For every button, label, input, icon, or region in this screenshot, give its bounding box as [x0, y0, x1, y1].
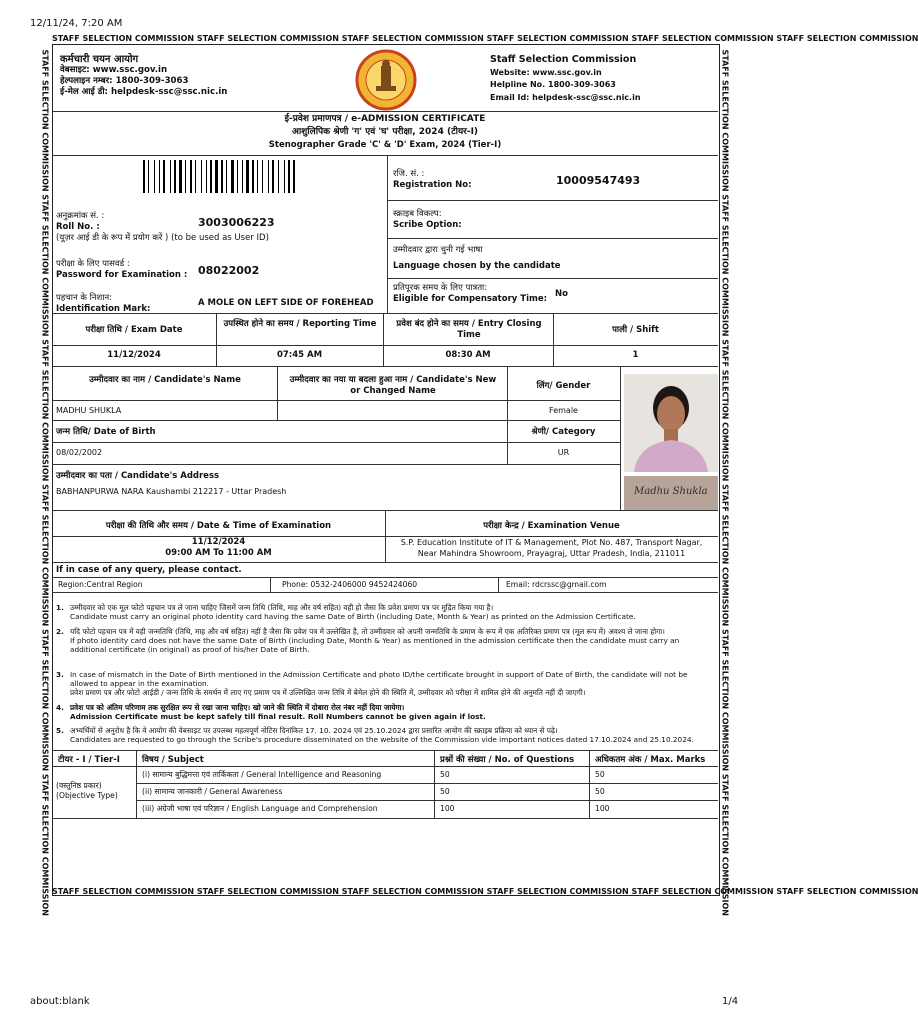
- email-hindi: ई-मेल आई डी: helpdesk-ssc@ssc.nic.in: [60, 87, 228, 97]
- instruction-text-secondary: If photo identity card does not have the same Date of Birth (including Date, Month & Year) as mentioned in the admission certificate then the candidate must carry an additional certificate (in original) as proof of his/her Date of Birth.: [70, 636, 680, 655]
- print-url: about:blank: [30, 996, 90, 1007]
- tier-type: [56, 781, 118, 801]
- candidate-name: MADHU SHUKLA: [56, 406, 122, 415]
- barcode-bar: [237, 160, 238, 193]
- roll-note: (यूज़र आई डी के रूप में प्रयोग करें ) (to be used as User ID): [56, 233, 269, 243]
- barcode-bar: [193, 160, 194, 193]
- max-marks: 50: [595, 787, 605, 796]
- compensatory-label-english: Eligible for Compensatory Time:: [393, 294, 548, 304]
- barcode-bar: [183, 160, 184, 193]
- subject-header: विषय / Subject: [142, 755, 204, 765]
- instruction-text-secondary: Candidate must carry an original photo identity card having the same Date of Birth (including Date, Month & Year) as printed on the Admission Certificate.: [70, 612, 636, 622]
- tier-type-english: (Objective Type): [56, 791, 118, 800]
- barcode-bar: [246, 160, 249, 193]
- question-count: 50: [440, 770, 450, 779]
- website-english: Website: www.ssc.gov.in: [490, 67, 602, 77]
- barcode-bar: [255, 160, 256, 193]
- print-page-number: 1/4: [722, 996, 739, 1007]
- instruction-text-primary: यदि फोटो पहचान पत्र में वही जन्मतिथि (तिथि, माह और वर्ष सहित) नहीं है जैसा कि प्रवेश पत्र में उल्लेखित है, तो उम्मीदवार को अपनी जन्मतिथि के प्रमाण के रूप में एक अतिरिक्त प्रमाण पत्र (मूल रूप में) अवश्य ले जाना होगा।: [70, 627, 665, 636]
- subject-name: (ii) सामान्य जानकारी / General Awareness: [142, 787, 283, 796]
- barcode-bar: [170, 160, 171, 193]
- barcode-bar: [264, 160, 267, 193]
- barcode-bar: [203, 160, 205, 193]
- barcode: [143, 160, 335, 193]
- instruction-text-primary: अभ्यर्थियों से अनुरोध है कि वे आयोग की वेबसाइट पर उपलब्ध महत्वपूर्ण नोटिस दिनांकित 17. 10. 2024 एवं 25.10.2024 द्वारा प्रसारित आयोग की स्क्राइब प्रक्रिया को ध्यान से पढ़े।: [70, 726, 558, 735]
- roll-number: 3003006223: [198, 216, 275, 229]
- entry-closing-header: प्रवेश बंद होने का समय / Entry Closing Time: [396, 319, 542, 340]
- border-text-left: STAFF SELECTION COMMISSION STAFF SELECTION COMMISSION STAFF SELECTION COMMISSION STAFF SELECTION COMMISSION STAFF SELECTION COMMISSION STAFF SELECTION COMMISSION: [40, 49, 50, 916]
- question-count: 100: [440, 804, 455, 813]
- registration-label-english: Registration No:: [393, 180, 472, 190]
- language-label: [393, 245, 561, 272]
- instruction-number: 5.: [56, 726, 64, 735]
- barcode-bar: [148, 160, 149, 193]
- barcode-bar: [244, 160, 245, 193]
- password-label-hindi: परीक्षा के लिए पासवर्ड :: [56, 259, 130, 269]
- barcode-bar: [224, 160, 225, 193]
- barcode-bar: [239, 160, 241, 193]
- header-hindi: [60, 54, 227, 98]
- instruction-text-primary: प्रवेश पत्र को अंतिम परिणाम तक सुरक्षित रूप से रखा जाना चाहिए। खो जाने की स्थिति में दोबारा रोल नंबर नहीं दिया जायेगा।: [70, 703, 405, 712]
- reporting-time-value: 07:45 AM: [276, 350, 323, 360]
- barcode-bar: [195, 160, 196, 193]
- category-value: UR: [557, 448, 570, 457]
- title-line-2: आशुलिपिक श्रेणी 'ग' एवं 'घ' परीक्षा, 2024 (टीयर-I): [291, 127, 479, 137]
- password-label-english: Password for Examination :: [56, 270, 188, 280]
- subject-name: (i) सामान्य बुद्धिमत्ता एवं तार्किकता / General Intelligence and Reasoning: [142, 770, 382, 779]
- scribe-option-label: [393, 209, 462, 231]
- gender-value: Female: [549, 406, 578, 415]
- barcode-bar: [190, 160, 192, 193]
- identification-label-english: Identification Mark:: [56, 304, 151, 314]
- print-timestamp: 12/11/24, 7:20 AM: [30, 18, 123, 29]
- border-text-right: STAFF SELECTION COMMISSION STAFF SELECTION COMMISSION STAFF SELECTION COMMISSION STAFF SELECTION COMMISSION STAFF SELECTION COMMISSION STAFF SELECTION COMMISSION: [720, 49, 730, 916]
- barcode-bar: [272, 160, 274, 193]
- gender-header: लिंग/ Gender: [536, 381, 591, 391]
- barcode-bar: [252, 160, 254, 193]
- query-heading: If in case of any query, please contact.: [56, 565, 242, 575]
- language-label-hindi: उम्मीदवार द्वारा चुनी गई भाषा: [393, 245, 483, 255]
- tier-type-hindi: (वस्तुनिष्ठ प्रकार): [56, 781, 102, 790]
- ssc-emblem-icon: [348, 48, 424, 112]
- question-count: 50: [440, 787, 450, 796]
- signature-text: Madhu Shukla: [634, 486, 708, 497]
- barcode-bar: [296, 160, 297, 193]
- website-hindi: वेबसाइट: www.ssc.gov.in: [60, 65, 168, 75]
- exam-datetime-value: [52, 537, 385, 559]
- barcode-bar: [278, 160, 279, 193]
- venue-line-2: Near Mahindra Showroom, Prayagraj, Uttar Pradesh, India, 211011: [417, 549, 686, 558]
- query-email: Email: rdcrssc@gmail.com: [506, 580, 607, 589]
- title-line-1: ई-प्रवेश प्रमाणपत्र / e-ADMISSION CERTIFICATE: [284, 114, 486, 124]
- marks-header: अधिकतम अंक / Max. Marks: [595, 755, 706, 765]
- reporting-time-header: उपस्थित होने का समय / Reporting Time: [223, 319, 377, 329]
- instruction-text-secondary: प्रवेश प्रमाण पत्र और फोटो आईडी / जन्म तिथि के समर्थन में लाए गए प्रमाण पत्र में उल्लिखित जन्म तिथि में बेमेल होने की स्थिति में, उम्मीदवार को परीक्षा में शामिल होने की अनुमति नहीं दी जाएगी।: [70, 688, 586, 698]
- barcode-bar: [179, 160, 182, 193]
- document-title: [52, 113, 718, 152]
- tier-header: टीयर - I / Tier-I: [58, 755, 120, 765]
- exam-date: 11/12/2024: [191, 537, 246, 547]
- instruction-item: [56, 603, 706, 621]
- identification-label: [56, 293, 150, 315]
- exam-venue-value: [385, 537, 718, 559]
- barcode-bar: [235, 160, 236, 193]
- instruction-number: 1.: [56, 603, 64, 612]
- compensatory-value: No: [555, 289, 568, 299]
- instruction-item: [56, 726, 706, 744]
- barcode-bar: [174, 160, 176, 193]
- registration-label: [393, 169, 472, 191]
- barcode-bar: [257, 160, 258, 193]
- border-text-bottom: STAFF SELECTION COMMISSION STAFF SELECTION COMMISSION STAFF SELECTION COMMISSION STAFF SELECTION COMMISSION STAFF SELECTION COMMISSION STAFF SELECTION COMMISSION: [52, 887, 918, 896]
- barcode-bar: [166, 160, 169, 193]
- barcode-bar: [284, 160, 285, 193]
- title-line-3: Stenographer Grade 'C' & 'D' Exam, 2024 (Tier-I): [268, 140, 502, 150]
- barcode-bar: [206, 160, 207, 193]
- barcode-bar: [161, 160, 162, 193]
- roll-label-english: Roll No. :: [56, 222, 100, 232]
- barcode-bar: [226, 160, 227, 193]
- exam-date-value: 11/12/2024: [107, 350, 161, 360]
- barcode-bar: [172, 160, 173, 193]
- max-marks: 50: [595, 770, 605, 779]
- barcode-bar: [210, 160, 212, 193]
- password-label: [56, 259, 187, 281]
- barcode-bar: [231, 160, 234, 193]
- query-phone: Phone: 0532-2406000 9452424060: [282, 580, 418, 589]
- candidate-name-header: उम्मीदवार का नाम / Candidate's Name: [89, 375, 241, 385]
- instruction-text-secondary: Admission Certificate must be kept safely till final result. Roll Numbers cannot be given again if lost.: [70, 712, 486, 722]
- barcode-bar: [250, 160, 251, 193]
- scribe-label-english: Scribe Option:: [393, 220, 462, 230]
- barcode-bar: [146, 160, 147, 193]
- exam-time: 09:00 AM To 11:00 AM: [165, 548, 272, 558]
- instruction-text-primary: In case of mismatch in the Date of Birth mentioned in the Admission Certificate and photo ID/the certificate brought in support of Date of Birth, the candidate will not be allowed to appear in the examination.: [70, 670, 688, 689]
- max-marks: 100: [595, 804, 610, 813]
- barcode-bar: [159, 160, 160, 193]
- questions-header: प्रश्नों की संख्या / No. of Questions: [440, 755, 575, 765]
- barcode-bar: [156, 160, 158, 193]
- instruction-text-primary: उम्मीदवार को एक मूल फोटो पहचान पत्र ले जाना चाहिए जिसमें जन्म तिथि (तिथि, माह और वर्ष सहित) वही हो जैसा कि प्रवेश प्रमाण पत्र पर मुद्रित किया गया है।: [70, 603, 494, 612]
- exam-venue-header: परीक्षा केन्द्र / Examination Venue: [483, 521, 620, 531]
- email-english: Email Id: helpdesk-ssc@ssc.nic.in: [490, 92, 641, 102]
- shift-header: पाली / Shift: [612, 325, 659, 335]
- barcode-bar: [197, 160, 200, 193]
- barcode-bar: [293, 160, 295, 193]
- instruction-number: 3.: [56, 670, 64, 679]
- barcode-bar: [208, 160, 209, 193]
- barcode-bar: [154, 160, 155, 193]
- barcode-bar: [163, 160, 165, 193]
- barcode-bar: [280, 160, 283, 193]
- compensatory-label-hindi: प्रतिपूरक समय के लिए पात्रता:: [393, 283, 488, 293]
- instruction-number: 4.: [56, 703, 64, 712]
- barcode-bar: [143, 160, 145, 193]
- header-english: [490, 54, 641, 104]
- candidate-signature: [624, 476, 718, 510]
- org-name-hindi: कर्मचारी चयन आयोग: [60, 54, 139, 65]
- exam-date-header: परीक्षा तिथि / Exam Date: [85, 325, 183, 335]
- barcode-bar: [242, 160, 243, 193]
- helpline-hindi: हेल्पलाइन नम्बर: 1800-309-3063: [60, 76, 189, 86]
- org-name-english: Staff Selection Commission: [490, 54, 637, 65]
- instruction-number: 2.: [56, 627, 64, 636]
- instruction-text-secondary: Candidates are requested to go through the Scribe's procedure disseminated on the website of the Commission vide important notices dated 17.10.2024 and 25.10.2024.: [70, 735, 694, 745]
- instruction-item: [56, 703, 706, 721]
- border-text-top: STAFF SELECTION COMMISSION STAFF SELECTION COMMISSION STAFF SELECTION COMMISSION STAFF SELECTION COMMISSION STAFF SELECTION COMMISSION STAFF SELECTION COMMISSION: [52, 34, 918, 43]
- dob-value: 08/02/2002: [56, 448, 103, 457]
- dob-header: जन्म तिथि/ Date of Birth: [56, 427, 156, 437]
- subject-name: (iii) अंग्रेजी भाषा एवं परिज्ञान / English Language and Comprehension: [142, 804, 378, 813]
- password-value: 08022002: [198, 264, 260, 277]
- barcode-bar: [219, 160, 220, 193]
- barcode-bar: [286, 160, 287, 193]
- roll-label-hindi: अनुक्रमांक सं. :: [56, 211, 105, 221]
- barcode-bar: [150, 160, 153, 193]
- scribe-label-hindi: स्क्राइब विकल्प:: [393, 209, 442, 219]
- address-value: BABHANPURWA NARA Kaushambi 212217 - Uttar Pradesh: [56, 487, 287, 496]
- address-header: उम्मीदवार का पता / Candidate's Address: [56, 471, 220, 481]
- identification-value: A MOLE ON LEFT SIDE OF FOREHEAD: [198, 298, 374, 308]
- identification-label-hindi: पहचान के निशान:: [56, 293, 113, 303]
- person-photo-icon: [624, 374, 718, 472]
- barcode-bar: [187, 160, 189, 193]
- barcode-bar: [185, 160, 186, 193]
- exam-datetime-header: परीक्षा की तिथि और समय / Date & Time of Examination: [105, 521, 332, 531]
- new-name-header: उम्मीदवार का नया या बदला हुआ नाम / Candidate's New or Changed Name: [289, 375, 497, 396]
- barcode-bar: [268, 160, 269, 193]
- barcode-bar: [262, 160, 263, 193]
- barcode-bar: [213, 160, 214, 193]
- registration-number: 10009547493: [556, 174, 641, 187]
- barcode-bar: [275, 160, 277, 193]
- barcode-bar: [201, 160, 202, 193]
- barcode-bar: [270, 160, 271, 193]
- shift-value: 1: [632, 350, 639, 360]
- category-header: श्रेणी/ Category: [531, 427, 596, 437]
- venue-line-1: S.P. Education Institute of IT & Management, Plot No. 487, Transport Nagar,: [400, 538, 703, 547]
- barcode-bar: [259, 160, 261, 193]
- barcode-bar: [215, 160, 218, 193]
- entry-closing-value: 08:30 AM: [445, 350, 491, 360]
- barcode-bar: [291, 160, 292, 193]
- query-region: Region:Central Region: [58, 580, 143, 589]
- instruction-item: [56, 627, 706, 655]
- candidate-photo: [624, 374, 718, 472]
- compensatory-label: [393, 283, 547, 305]
- helpline-english: Helpline No. 1800-309-3063: [490, 80, 616, 89]
- registration-label-hindi: रजि. सं. :: [393, 169, 425, 179]
- barcode-bar: [228, 160, 230, 193]
- barcode-bar: [177, 160, 178, 193]
- instruction-item: [56, 670, 706, 698]
- barcode-bar: [288, 160, 290, 193]
- language-label-english: Language chosen by the candidate: [393, 261, 561, 271]
- barcode-bar: [221, 160, 223, 193]
